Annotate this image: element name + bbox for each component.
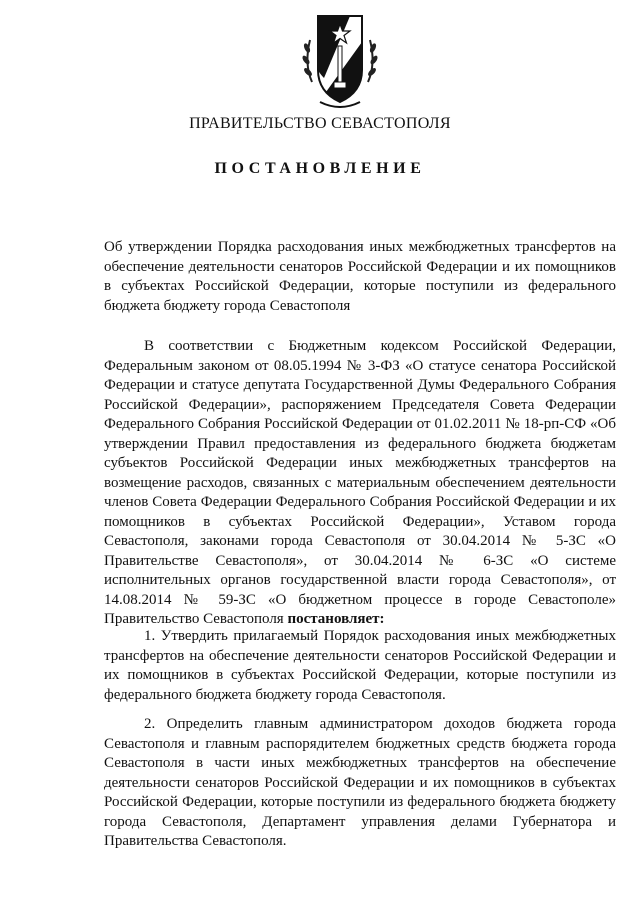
document-subject: Об утверждении Порядка расходования иных межбюджетных трансфертов на обеспечение деятельности сенаторов Российской Федерации и их помощников в субъектах Российской Федерации, которые поступили из федерального бюджета бюджету города Севастополя bbox=[104, 239, 616, 314]
preamble-text: В соответствии с Бюджетным кодексом Российской Федерации, Федеральным законом от 08.05.1994 № 3-ФЗ «О статусе сенатора Российской Федерации и статусе депутата Государственной Думы Федерального Собрания Российской Федерации», распоряжением Председателя Совета Федерации Федерального Собрания Российской Федерации от 01.02.2011 № 18-рп-СФ «Об утверждении Правил предоставления из федерального бюджета бюджетам субъектов Российской Федерации иных межбюджетных трансфертов на возмещение расходов, связанных с материальным обеспечением деятельности членов Совета Федерации Федерального Собрания Российской Федерации и их помощников в субъектах Российской Федерации», Уставом города Севастополя, законами города Севастополя от 30.04.2014 № 5-ЗС «О Правительстве Севастополя», от 30.04.2014 № 6-ЗС «О системе исполнительных органов государственной власти города Севастополя», от 14.08.2014 № 59-ЗС «О бюджетном процессе в городе Севастополе» Правительство Севастополя bbox=[104, 338, 616, 627]
document-type: ПОСТАНОВЛЕНИЕ bbox=[214, 160, 426, 177]
preamble-paragraph bbox=[104, 337, 616, 630]
decree-item-2: 2. Определить главным администратором доходов бюджета города Севастополя и главным распорядителем бюджетных средств бюджета города Севастополя в части иных межбюджетных трансфертов на обеспечение деятельности сенаторов Российской Федерации и их помощников в субъектах Российской Федерации, которые поступили из федерального бюджета бюджету города Севастополя, Департамент управления делами Губернатора и Правительства Севастополя. bbox=[104, 716, 616, 849]
decree-item-1: 1. Утвердить прилагаемый Порядок расходования иных межбюджетных трансфертов на обеспечение деятельности сенаторов Российской Федерации и их помощников в субъектах Российской Федерации, которые поступили из федерального бюджета бюджету города Севастополя. bbox=[104, 628, 616, 703]
decree-word: постановляет: bbox=[287, 611, 385, 627]
sevastopol-coat-of-arms-icon bbox=[298, 12, 382, 110]
organization-name: ПРАВИТЕЛЬСТВО СЕВАСТОПОЛЯ bbox=[189, 115, 451, 132]
